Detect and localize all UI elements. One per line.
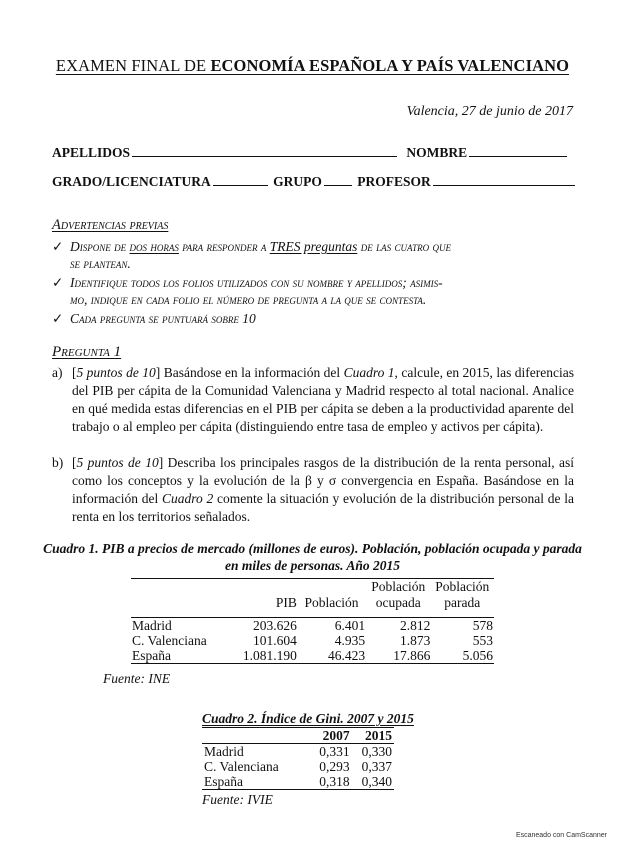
exam-title: EXAMEN FINAL DE ECONOMÍA ESPAÑOLA Y PAÍS VALENCIANO <box>55 56 570 75</box>
grupo-blank <box>324 184 352 186</box>
table-header-row <box>131 579 494 618</box>
advertencia-item-1: ✓ Dispone de dos horas para responder a TRES preguntas de las cuatro que se plantean. <box>52 239 451 271</box>
apellidos-blank <box>132 155 397 157</box>
pregunta-part-b: b) [5 puntos de 10] Describa los principales rasgos de la distribución de la renta personal, así como los conceptos y la evolución de la β y σ convergencia en España. Basándose en la información del Cuadro 2 comente la situación y evolución de la distribución personal de la renta en los territorios señalados. <box>52 455 574 524</box>
check-icon: ✓ <box>52 275 64 290</box>
pregunta-part-a: a) [5 puntos de 10] Basándose en la información del Cuadro 1, calcule, en 2015, las diferencias del PIB per cápita de la Comunidad Valenciana y Madrid respecto al total nacional. Analice en qué medida estas diferencias en el PIB per cápita se deben a la productividad aparente del trabajo o al empleo per cápita (distinguiendo entre tasa de empleo y activos per cápita). <box>52 365 575 434</box>
cuadro1-source: Fuente: INE <box>103 671 171 686</box>
course-fields-row <box>52 174 577 190</box>
table-row: C. Valenciana 0,293 0,337 <box>204 759 392 774</box>
scanner-watermark: Escaneado con CamScanner <box>515 832 607 839</box>
cuadro1-table <box>131 578 494 664</box>
header-pib: PIB <box>275 595 297 610</box>
nombre-label: NOMBRE <box>406 145 468 160</box>
table-row: Madrid 203.626 6.401 2.812 578 <box>132 618 493 633</box>
check-icon: ✓ <box>52 311 64 326</box>
table-row: C. Valenciana 101.604 4.935 1.873 553 <box>132 633 493 648</box>
header-poblacion: Población <box>304 595 359 610</box>
cuadro2-source: Fuente: IVIE <box>202 792 273 807</box>
grado-label: GRADO/LICENCIATURA <box>52 174 211 189</box>
cuadro2-table <box>202 727 394 790</box>
profesor-blank <box>433 184 575 186</box>
header-2015: 2015 <box>365 728 392 743</box>
cuadro1-caption: Cuadro 1. PIB a precios de mercado (millones de euros). Población, población ocupada y parada en miles de personas. Año 2015 <box>43 541 582 573</box>
check-icon: ✓ <box>52 239 64 254</box>
advertencias-title: Advertencias previas <box>52 217 169 233</box>
name-fields-row <box>52 145 569 161</box>
advertencia-item-3: ✓ Cada pregunta se puntuará sobre 10 <box>52 311 256 326</box>
table-row: España 1.081.190 46.423 17.866 5.056 <box>132 648 493 663</box>
cuadro2-caption: Cuadro 2. Índice de Gini. 2007 y 2015 <box>202 711 414 726</box>
header-parada: Población parada <box>435 579 490 610</box>
advertencia-item-2: ✓ Identifique todos los folios utilizados con su nombre y apellidos; asimis- mo, indique en cada folio el número de pregunta a la que se contesta. <box>52 275 443 307</box>
pregunta-title: Pregunta 1 <box>52 344 122 360</box>
table-row: Madrid 0,331 0,330 <box>204 744 392 759</box>
exam-date: Valencia, 27 de junio de 2017 <box>406 104 573 119</box>
nombre-blank <box>469 155 567 157</box>
grado-blank <box>213 184 268 186</box>
grupo-label: GRUPO <box>273 174 322 189</box>
table-header-row <box>202 728 394 744</box>
apellidos-label: APELLIDOS <box>52 145 131 160</box>
header-2007: 2007 <box>322 728 350 743</box>
profesor-label: PROFESOR <box>357 174 431 189</box>
header-ocupada: Población ocupada <box>371 579 426 610</box>
table-row: España 0,318 0,340 <box>204 774 392 789</box>
